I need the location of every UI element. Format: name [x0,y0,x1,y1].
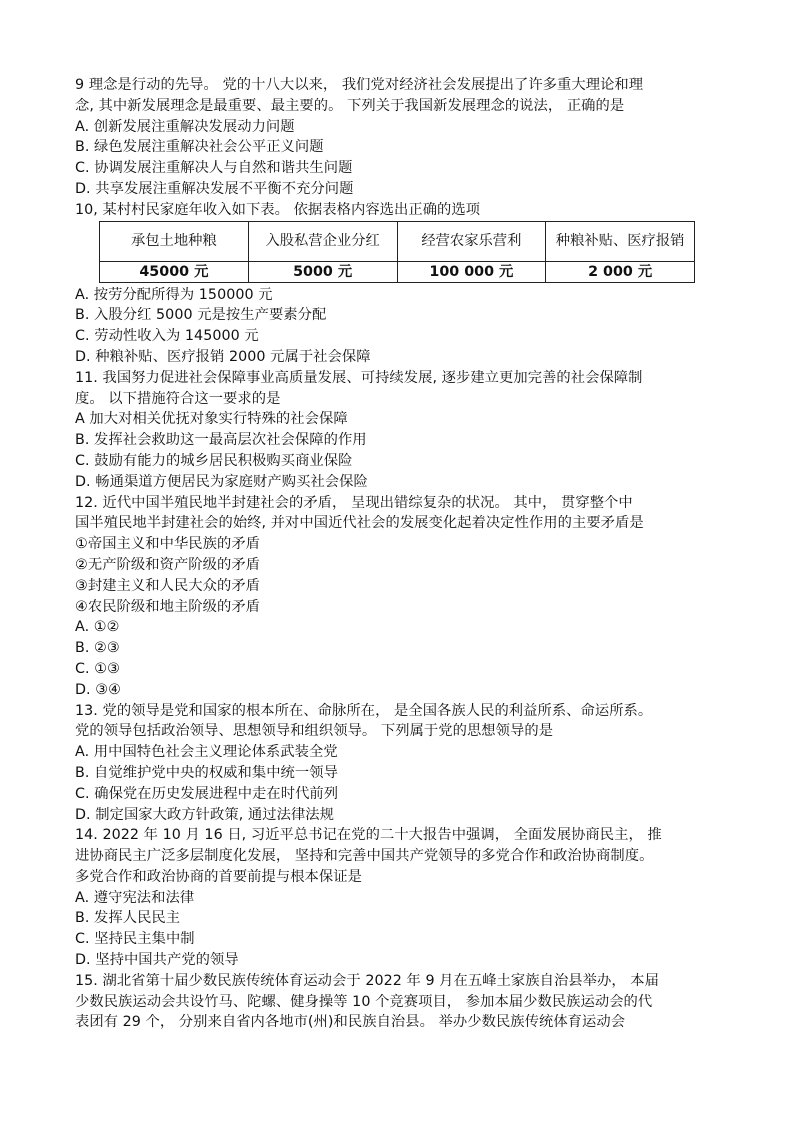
question-stem-line: 念, 其中新发展理念是最重要、最主要的。 下列关于我国新发展理念的说法， 正确的是 [75,97,625,114]
table-cell: 2 000 元 [546,261,695,282]
statement-2: ②无产阶级和资产阶级的矛盾 [75,556,261,573]
question-stem-line: 少数民族运动会共设竹马、陀螺、健身操等 10 个竞赛项目， 参加本届少数民族运动会的代 [75,993,653,1010]
statement-1: ①帝国主义和中华民族的矛盾 [75,536,261,553]
table-header-cell: 经营农家乐营利 [397,221,546,261]
statement-4: ④农民阶级和地主阶级的矛盾 [75,598,261,615]
question-stem-line: 9 理念是行动的先导。 党的十八大以来， 我们党对经济社会发展提出了许多重大理论和理 [75,77,644,93]
option-a: A. ①② [75,619,120,636]
question-10 [75,200,725,368]
option-c: C. 确保党在历史发展进程中走在时代前列 [75,785,339,802]
question-14 [75,825,725,971]
question-stem-line: 15. 湖北省第十届少数民族传统体育运动会于 2022 年 9 月在五峰土家族自治县举办， 本届 [75,972,659,989]
option-b: B. 入股分红 5000 元是按生产要素分配 [75,307,327,324]
question-stem-line: 度。 以下措施符合这一要求的是 [75,390,281,407]
option-b: B. ②③ [75,640,120,657]
question-stem-line: 党的领导包括政治领导、思想领导和组织领导。 下列属于党的思想领导的是 [75,723,554,740]
option-b: B. 自觉维护党中央的权威和集中统一领导 [75,764,338,781]
question-stem-line: 12. 近代中国半殖民地半封建社会的矛盾， 呈现出错综复杂的状况。 其中， 贯穿整个中 [75,494,633,511]
option-b: B. 发挥人民民主 [75,910,181,927]
question-12 [75,493,725,701]
table-cell: 45000 元 [100,261,249,282]
exam-page [75,75,725,1033]
table-header-cell: 入股私营企业分红 [248,221,397,261]
option-a: A 加大对相关优抚对象实行特殊的社会保障 [75,411,348,428]
option-c: C. 鼓励有能力的城乡居民积极购买商业保险 [75,452,353,469]
question-15 [75,971,725,1033]
table-row [100,261,695,282]
statement-3: ③封建主义和人民大众的矛盾 [75,577,261,594]
table-cell: 100 000 元 [397,261,546,282]
question-stem-line: 10, 某村村民家庭年收入如下表。 依据表格内容选出正确的选项 [75,201,481,218]
option-d: D. 种粮补贴、医疗报销 2000 元属于社会保障 [75,348,371,365]
question-stem-line: 表团有 29 个， 分别来自省内各地市(州)和民族自治县。 举办少数民族传统体育运动会 [75,1014,626,1031]
question-11 [75,368,725,493]
question-stem-line: 14. 2022 年 10 月 16 日, 习近平总书记在党的二十大报告中强调， 全面发展协商民主， 推 [75,827,662,844]
option-d: D. 畅通渠道方便居民为家庭财产购买社会保险 [75,473,368,490]
question-stem-line: 国半殖民地半封建社会的始终, 并对中国近代社会的发展变化起着决定性作用的主要矛盾是 [75,515,644,532]
option-c: C. 劳动性收入为 145000 元 [75,328,259,345]
question-13 [75,701,725,826]
option-a: A. 按劳分配所得为 150000 元 [75,286,273,303]
table-header-cell: 承包土地种粮 [100,221,249,261]
option-d: D. 坚持中国共产党的领导 [75,952,239,969]
table-header-cell: 种粮补贴、医疗报销 [546,221,695,261]
option-b: B. 发挥社会救助这一最高层次社会保障的作用 [75,432,367,449]
table-header-row [100,221,695,261]
question-stem-line: 进协商民主广泛多层制度化发展， 坚持和完善中国共产党领导的多党合作和政治协商制度。 [75,848,654,865]
option-d: D. ③④ [75,681,121,698]
option-c: C. 坚持民主集中制 [75,931,195,948]
option-c: C. 协调发展注重解决人与自然和谐共生问题 [75,160,353,177]
option-a: A. 遵守宪法和法律 [75,889,195,906]
question-9 [75,75,725,200]
option-c: C. ①③ [75,660,120,677]
question-stem-line: 11. 我国努力促进社会保障事业高质量发展、可持续发展, 逐步建立更加完善的社会保障制 [75,369,643,386]
option-d: D. 共享发展注重解决发展不平衡不充分问题 [75,180,354,197]
question-stem-line: 多党合作和政治协商的首要前提与根本保证是 [75,868,362,885]
option-d: D. 制定国家大政方针政策, 通过法律法规 [75,806,334,823]
income-table [99,221,695,283]
option-a: A. 创新发展注重解决发展动力问题 [75,118,295,135]
question-stem-line: 13. 党的领导是党和国家的根本所在、命脉所在， 是全国各族人民的利益所系、命运所系。 [75,702,653,719]
option-b: B. 绿色发展注重解决社会公平正义问题 [75,139,324,156]
table-cell: 5000 元 [248,261,397,282]
option-a: A. 用中国特色社会主义理论体系武装全党 [75,744,338,761]
